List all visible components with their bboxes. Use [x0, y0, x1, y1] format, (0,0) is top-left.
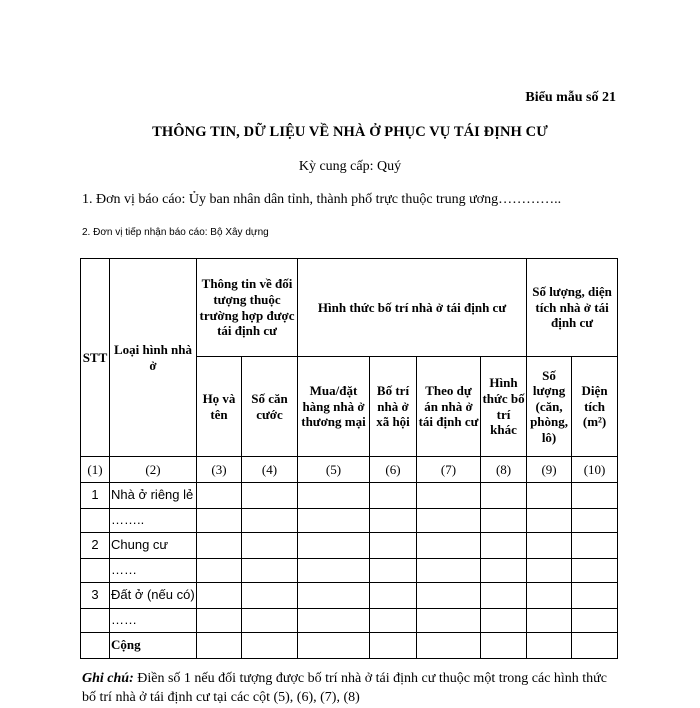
column-number: (3) [197, 457, 242, 483]
row-housing-type: …… [110, 608, 197, 633]
footnote-text: Điền số 1 nếu đối tượng được bố trí nhà ở tái định cư thuộc một trong các hình thức bố trí nhà ở tái định cư tại các cột (5), (6), (7), (8) [82, 671, 607, 705]
total-label: Cộng [110, 633, 197, 659]
header-area: Diện tích (m²) [572, 357, 618, 457]
header-id-number: Số căn cước [242, 357, 298, 457]
column-number: (10) [572, 457, 618, 483]
table-row [81, 508, 618, 533]
footnote-label: Ghi chú: [82, 671, 134, 686]
header-housing-type: Loại hình nhà ở [110, 259, 197, 457]
table-row [81, 533, 618, 559]
page-title: THÔNG TIN, DỮ LIỆU VỀ NHÀ Ở PHỤC VỤ TÁI ĐỊNH CƯ [152, 124, 548, 140]
column-number: (4) [242, 457, 298, 483]
header-stt: STT [81, 259, 110, 457]
column-number: (2) [110, 457, 197, 483]
reporting-period: Kỳ cung cấp: Quý [298, 159, 402, 174]
form-number: Biểu mẫu số 21 [525, 90, 616, 105]
column-number: (1) [81, 457, 110, 483]
table-row [81, 583, 618, 609]
table-row [81, 483, 618, 509]
row-housing-type: Nhà ở riêng lẻ [110, 483, 197, 509]
row-housing-type: …… [110, 558, 197, 583]
header-resettlement-project: Theo dự án nhà ở tái định cư [417, 357, 481, 457]
header-full-name: Họ và tên [197, 357, 242, 457]
row-stt: 3 [81, 583, 110, 609]
column-number: (6) [370, 457, 417, 483]
header-quantity-area: Số lượng, diện tích nhà ở tái định cư [527, 259, 618, 357]
header-quantity: Số lượng (căn, phòng, lô) [527, 357, 572, 457]
row-stt [81, 508, 110, 533]
column-number: (8) [481, 457, 527, 483]
row-stt: 1 [81, 483, 110, 509]
column-number: (9) [527, 457, 572, 483]
row-stt: 2 [81, 533, 110, 559]
header-other-form: Hình thức bố trí khác [481, 357, 527, 457]
column-number: (5) [298, 457, 370, 483]
table-row [81, 608, 618, 633]
total-row [81, 633, 618, 659]
header-purchase-commercial: Mua/đặt hàng nhà ở thương mại [298, 357, 370, 457]
header-subject-info: Thông tin về đối tượng thuộc trường hợp được tái định cư [197, 259, 298, 357]
receiving-unit: 2. Đơn vị tiếp nhận báo cáo: Bộ Xây dựng [82, 227, 269, 238]
header-social-housing: Bố trí nhà ở xã hội [370, 357, 417, 457]
row-housing-type: Chung cư [110, 533, 197, 559]
resettlement-housing-table [80, 258, 618, 659]
header-arrangement-form: Hình thức bố trí nhà ở tái định cư [298, 259, 527, 357]
column-number: (7) [417, 457, 481, 483]
column-number-row [81, 457, 618, 483]
reporting-unit: 1. Đơn vị báo cáo: Ủy ban nhân dân tỉnh, thành phố trực thuộc trung ương………….. [82, 192, 562, 207]
table-row [81, 558, 618, 583]
row-stt [81, 558, 110, 583]
footnote [82, 670, 622, 708]
row-housing-type: Đất ở (nếu có) [110, 583, 197, 609]
row-stt [81, 608, 110, 633]
row-housing-type: …….. [110, 508, 197, 533]
